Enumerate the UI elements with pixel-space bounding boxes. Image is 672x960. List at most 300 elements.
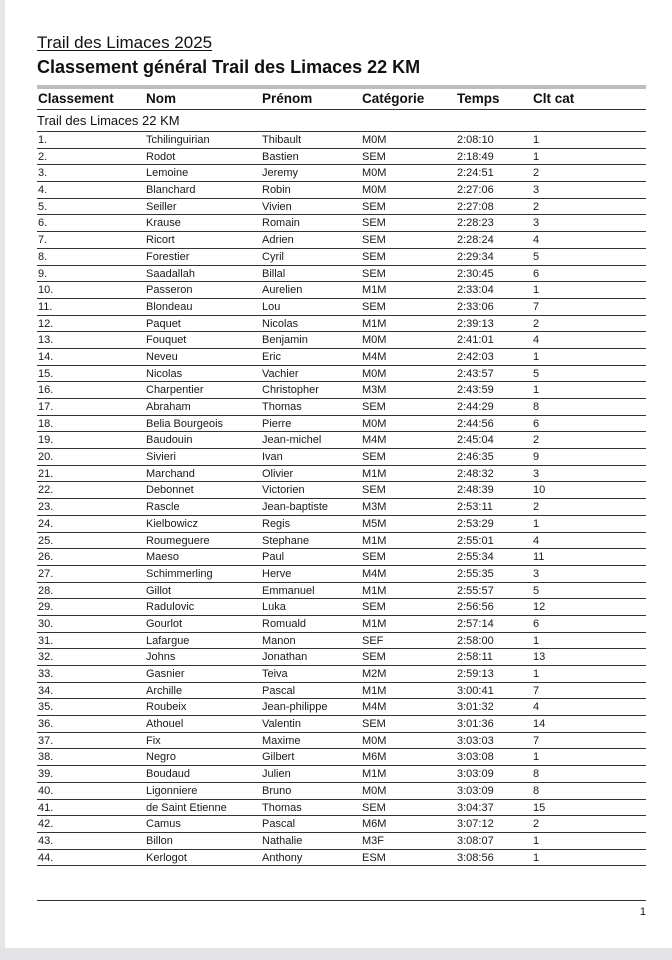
cell-category: M0M [362,184,387,197]
table-row [37,699,646,716]
cell-time: 2:48:32 [457,467,494,480]
cell-category: SEM [362,801,386,814]
cell-rank: 28. [38,584,54,597]
table-row [37,382,646,399]
cell-last-name: Ligonniere [146,784,198,797]
cell-last-name: de Saint Etienne [146,801,227,814]
cell-last-name: Camus [146,818,181,831]
cell-category-rank: 8 [533,401,540,413]
cell-rank: 14. [38,350,54,363]
document-subtitle: Classement général Trail des Limaces 22 KM [37,57,421,77]
cell-time: 2:29:34 [457,250,494,263]
cell-rank: 5. [38,200,48,213]
cell-rank: 13. [38,334,54,347]
cell-rank: 19. [38,434,54,447]
cell-category-rank: 1 [533,517,540,530]
cell-last-name: Johns [146,651,176,664]
cell-category-rank: 8 [533,768,540,781]
cell-category-rank: 7 [533,734,540,747]
cell-category-rank: 1 [533,634,540,647]
cell-last-name: Debonnet [146,484,194,497]
cell-time: 2:43:59 [457,384,494,397]
cell-category-rank: 1 [533,150,540,163]
cell-time: 3:04:37 [457,801,494,814]
cell-first-name: Julien [262,768,291,781]
cell-rank: 25. [38,534,54,547]
cell-time: 3:03:03 [457,734,494,747]
table-end-rule [37,900,646,901]
cell-last-name: Blondeau [146,300,193,313]
cell-first-name: Eric [262,350,281,363]
cell-time: 3:08:07 [457,834,494,847]
cell-category-rank: 2 [533,200,540,213]
table-row [37,432,646,449]
cell-rank: 36. [38,718,54,731]
cell-last-name: Schimmerling [146,567,213,580]
cell-category: M4M [362,701,387,714]
table-row [37,516,646,533]
cell-category: M1M [362,534,387,547]
cell-rank: 9. [38,267,48,280]
cell-category: SEM [362,150,386,163]
table-row [37,716,646,733]
header-clt-cat: Clt cat [533,91,575,106]
cell-time: 2:44:56 [457,417,494,430]
cell-category: SEF [362,634,384,647]
table-row [37,199,646,216]
table-row [37,182,646,199]
cell-category-rank: 1 [533,834,540,847]
cell-first-name: Manon [262,634,296,647]
cell-last-name: Kerlogot [146,851,187,864]
cell-rank: 4. [38,184,48,197]
cell-category-rank: 7 [533,684,540,697]
table-row [37,366,646,383]
cell-first-name: Nathalie [262,834,303,847]
cell-time: 2:55:57 [457,584,494,597]
cell-first-name: Cyril [262,250,284,263]
table-row [37,733,646,750]
cell-first-name: Maxime [262,734,301,747]
cell-category-rank: 1 [533,384,540,397]
table-row [37,800,646,817]
cell-category-rank: 2 [533,317,540,330]
title-divider [37,85,646,89]
cell-last-name: Blanchard [146,184,196,197]
cell-category-rank: 3 [533,567,540,580]
cell-category: M6M [362,818,387,831]
cell-time: 3:01:32 [457,701,494,714]
cell-time: 2:08:10 [457,134,494,146]
cell-rank: 24. [38,517,54,530]
cell-last-name: Maeso [146,551,180,564]
cell-time: 2:39:13 [457,317,494,330]
cell-first-name: Thomas [262,801,302,814]
cell-first-name: Robin [262,184,291,197]
cell-category: ESM [362,851,386,864]
table-row [37,749,646,766]
cell-first-name: Emmanuel [262,584,315,597]
table-row [37,499,646,516]
cell-rank: 40. [38,784,54,797]
cell-last-name: Roumeguere [146,534,210,547]
cell-category-rank: 2 [533,818,540,831]
cell-last-name: Radulovic [146,601,195,614]
cell-category: M1M [362,467,387,480]
cell-first-name: Pascal [262,684,296,697]
results-table-body [37,132,646,866]
group-label: Trail des Limaces 22 KM [37,113,180,128]
cell-first-name: Valentin [262,718,301,731]
table-row [37,332,646,349]
cell-category: M4M [362,434,387,447]
cell-last-name: Belia Bourgeois [146,417,224,430]
cell-category: M0M [362,784,387,797]
cell-time: 2:55:01 [457,534,494,547]
cell-first-name: Nicolas [262,317,299,330]
cell-first-name: Pierre [262,417,292,430]
cell-category: M4M [362,567,387,580]
table-header [37,91,646,110]
cell-rank: 2. [38,150,48,163]
cell-first-name: Thomas [262,401,302,413]
cell-category-rank: 1 [533,851,540,864]
cell-first-name: Jeremy [262,167,299,180]
cell-last-name: Charpentier [146,384,204,397]
cell-time: 3:00:41 [457,684,494,697]
cell-category: SEM [362,718,386,731]
cell-first-name: Aurelien [262,284,303,297]
cell-first-name: Anthony [262,851,303,864]
cell-time: 2:58:11 [457,651,493,664]
cell-category-rank: 2 [533,167,540,180]
cell-time: 2:55:34 [457,551,494,564]
cell-last-name: Roubeix [146,701,187,714]
table-row [37,282,646,299]
cell-category-rank: 11 [533,551,545,564]
cell-time: 2:46:35 [457,451,494,464]
cell-category: SEM [362,200,386,213]
cell-last-name: Abraham [146,401,191,413]
cell-first-name: Teiva [262,668,288,680]
table-row [37,399,646,416]
cell-rank: 31. [38,634,54,647]
table-row [37,666,646,683]
cell-rank: 26. [38,551,54,564]
cell-first-name: Ivan [262,451,283,464]
cell-time: 2:53:11 [457,501,493,514]
table-row [37,833,646,850]
table-row [37,482,646,499]
cell-first-name: Victorien [262,484,305,497]
table-row [37,266,646,283]
cell-first-name: Romain [262,217,300,230]
cell-first-name: Paul [262,551,285,564]
cell-time: 2:42:03 [457,350,494,363]
cell-time: 2:28:24 [457,234,494,247]
cell-last-name: Gasnier [146,668,185,680]
cell-time: 2:30:45 [457,267,494,280]
cell-time: 3:03:09 [457,784,494,797]
cell-last-name: Krause [146,217,181,230]
table-row [37,149,646,166]
table-row [37,649,646,666]
cell-category-rank: 3 [533,184,540,197]
cell-category: SEM [362,267,386,280]
cell-category: M1M [362,617,387,630]
cell-first-name: Billal [262,267,286,280]
cell-category-rank: 14 [533,718,546,731]
cell-time: 2:33:04 [457,284,494,297]
cell-last-name: Baudouin [146,434,193,447]
cell-rank: 44. [38,851,54,864]
cell-category: M1M [362,284,387,297]
header-nom: Nom [146,91,176,106]
cell-last-name: Kielbowicz [146,517,198,530]
cell-category-rank: 4 [533,334,540,347]
cell-category: M3M [362,384,387,397]
table-row [37,132,646,149]
cell-category-rank: 4 [533,234,540,247]
cell-first-name: Vachier [262,367,299,380]
cell-category: SEM [362,250,386,263]
table-row [37,349,646,366]
cell-rank: 43. [38,834,54,847]
header-classement: Classement [38,91,114,106]
cell-first-name: Jean-philippe [262,701,328,714]
cell-first-name: Jonathan [262,651,308,664]
cell-first-name: Thibault [262,134,302,146]
cell-rank: 7. [38,234,48,247]
cell-category-rank: 4 [533,701,540,714]
cell-rank: 17. [38,401,54,413]
cell-first-name: Adrien [262,234,294,247]
cell-last-name: Nicolas [146,367,183,380]
cell-time: 2:44:29 [457,401,494,413]
cell-category-rank: 5 [533,584,540,597]
cell-last-name: Gourlot [146,617,183,630]
cell-category: M0M [362,134,387,146]
cell-time: 2:28:23 [457,217,494,230]
cell-rank: 1. [38,134,48,146]
cell-category: M5M [362,517,387,530]
cell-last-name: Athouel [146,718,184,731]
cell-category-rank: 12 [533,601,546,614]
cell-time: 2:18:49 [457,150,494,163]
cell-last-name: Paquet [146,317,181,330]
cell-rank: 41. [38,801,54,814]
cell-time: 2:56:56 [457,601,494,614]
cell-category: M1M [362,584,387,597]
cell-last-name: Ricort [146,234,175,247]
cell-category-rank: 3 [533,217,540,230]
cell-rank: 38. [38,751,54,764]
cell-category: SEM [362,234,386,247]
cell-time: 3:07:12 [457,818,494,831]
cell-category: SEM [362,300,386,313]
cell-category: M0M [362,334,387,347]
cell-category: M6M [362,751,387,764]
table-row [37,566,646,583]
cell-time: 2:27:08 [457,200,494,213]
page-number: 1 [639,906,646,918]
cell-category: SEM [362,217,386,230]
cell-first-name: Jean-michel [262,434,322,447]
cell-first-name: Bruno [262,784,292,797]
cell-time: 2:59:13 [457,668,494,680]
cell-rank: 32. [38,651,54,664]
cell-category-rank: 1 [533,134,540,146]
table-row [37,416,646,433]
cell-first-name: Benjamin [262,334,308,347]
cell-category: SEM [362,484,386,497]
cell-last-name: Tchilinguirian [146,134,210,146]
cell-category: M3F [362,834,384,847]
cell-category-rank: 15 [533,801,546,814]
cell-time: 2:58:00 [457,634,494,647]
cell-last-name: Billon [146,834,173,847]
cell-rank: 34. [38,684,54,697]
cell-time: 2:48:39 [457,484,494,497]
table-row [37,316,646,333]
page-bottom-border [0,948,672,960]
cell-rank: 6. [38,217,48,230]
cell-category: M2M [362,668,387,680]
cell-rank: 11. [38,300,53,313]
cell-last-name: Boudaud [146,768,191,781]
table-row [37,549,646,566]
cell-first-name: Stephane [262,534,310,547]
cell-time: 2:57:14 [457,617,494,630]
cell-last-name: Fouquet [146,334,187,347]
cell-time: 2:53:29 [457,517,494,530]
table-row [37,249,646,266]
cell-time: 3:01:36 [457,718,494,731]
cell-category: SEM [362,551,386,564]
cell-category-rank: 5 [533,250,540,263]
cell-last-name: Passeron [146,284,193,297]
table-row [37,466,646,483]
cell-last-name: Negro [146,751,176,764]
cell-last-name: Fix [146,734,161,747]
table-row [37,165,646,182]
table-row [37,583,646,600]
cell-first-name: Vivien [262,200,292,213]
table-row [37,616,646,633]
cell-last-name: Saadallah [146,267,195,280]
cell-rank: 27. [38,567,54,580]
cell-first-name: Gilbert [262,751,295,764]
table-row [37,232,646,249]
cell-rank: 12. [38,317,54,330]
cell-category-rank: 1 [533,668,540,680]
cell-time: 2:43:57 [457,367,494,380]
cell-rank: 20. [38,451,54,464]
cell-category-rank: 10 [533,484,546,497]
header-prenom: Prénom [262,91,313,106]
cell-rank: 15. [38,367,54,380]
table-row [37,599,646,616]
cell-last-name: Seiller [146,200,177,213]
cell-rank: 16. [38,384,54,397]
cell-rank: 33. [38,668,54,680]
cell-category-rank: 5 [533,367,540,380]
cell-rank: 29. [38,601,54,614]
header-categorie: Catégorie [362,91,425,106]
cell-last-name: Lafargue [146,634,190,647]
cell-category-rank: 3 [533,467,540,480]
cell-rank: 22. [38,484,54,497]
cell-category: M1M [362,684,387,697]
cell-first-name: Regis [262,517,291,530]
cell-category: M0M [362,167,387,180]
cell-rank: 35. [38,701,54,714]
cell-rank: 18. [38,417,54,430]
table-row [37,816,646,833]
cell-category-rank: 6 [533,267,540,280]
cell-first-name: Christopher [262,384,319,397]
cell-last-name: Gillot [146,584,172,597]
cell-category: SEM [362,601,386,614]
cell-category: M1M [362,768,387,781]
cell-rank: 42. [38,818,54,831]
cell-time: 3:08:56 [457,851,494,864]
cell-category: SEM [362,651,386,664]
cell-time: 2:27:06 [457,184,494,197]
cell-category-rank: 6 [533,617,540,630]
cell-category-rank: 7 [533,300,540,313]
table-row [37,533,646,550]
cell-category: M3M [362,501,387,514]
table-row [37,683,646,700]
group-header [37,113,646,132]
cell-first-name: Olivier [262,467,294,480]
cell-rank: 3. [38,167,48,180]
cell-last-name: Sivieri [146,451,176,464]
table-row [37,299,646,316]
cell-first-name: Herve [262,567,292,580]
table-row [37,215,646,232]
cell-rank: 21. [38,467,54,480]
cell-category-rank: 2 [533,501,540,514]
table-row [37,783,646,800]
cell-category-rank: 13 [533,651,546,664]
cell-category-rank: 1 [533,284,540,297]
cell-first-name: Jean-baptiste [262,501,329,514]
cell-category-rank: 2 [533,434,540,447]
cell-rank: 8. [38,250,48,263]
cell-category: M0M [362,734,387,747]
cell-first-name: Pascal [262,818,296,831]
cell-time: 3:03:08 [457,751,494,764]
cell-first-name: Lou [262,300,281,313]
table-row [37,449,646,466]
cell-last-name: Rascle [146,501,180,514]
cell-time: 2:41:01 [457,334,494,347]
cell-rank: 30. [38,617,54,630]
cell-category: SEM [362,451,386,464]
cell-category-rank: 9 [533,451,540,464]
header-temps: Temps [457,91,500,106]
cell-category: M4M [362,350,387,363]
cell-time: 2:33:06 [457,300,494,313]
cell-first-name: Bastien [262,150,299,163]
table-row [37,766,646,783]
cell-category: M1M [362,317,387,330]
cell-last-name: Lemoine [146,167,189,180]
cell-rank: 37. [38,734,54,747]
cell-rank: 23. [38,501,54,514]
